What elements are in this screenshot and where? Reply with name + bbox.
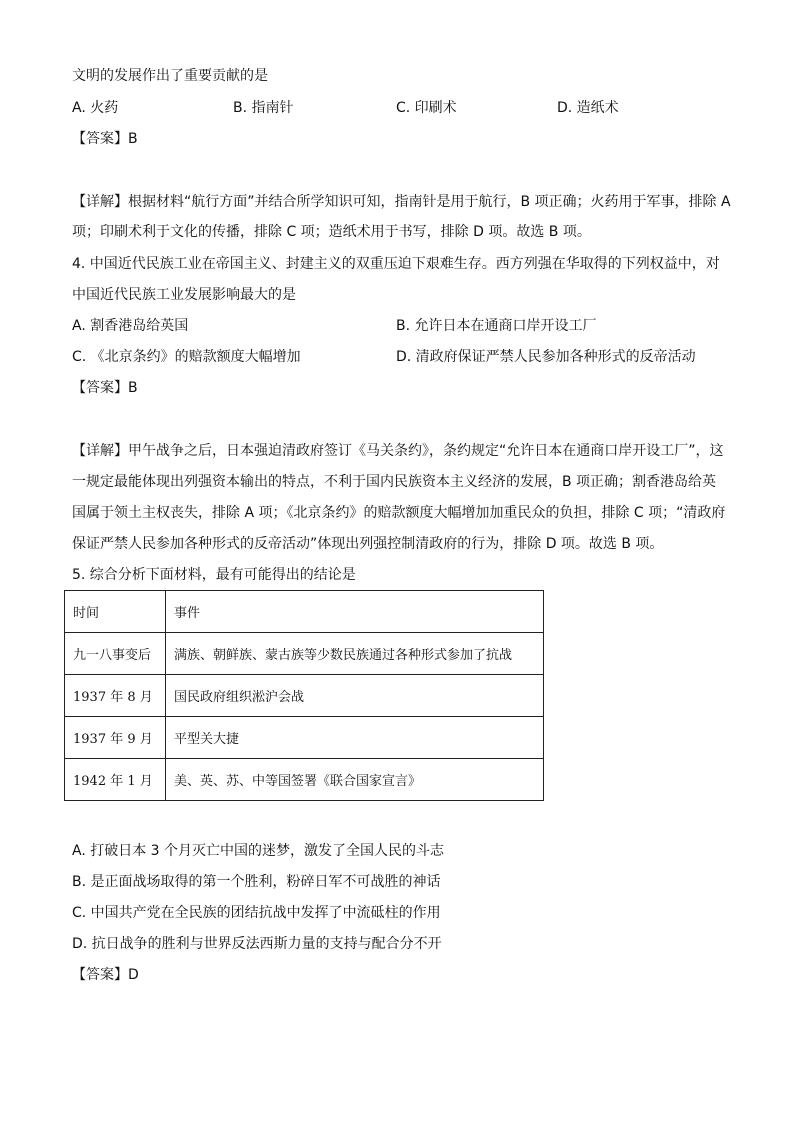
q3-detail-line-2: 项；印刷术利于文化的传播，排除 C 项；造纸术用于书写，排除 D 项。故选 B 项。 bbox=[72, 224, 591, 240]
table-row bbox=[65, 717, 544, 759]
table-row bbox=[65, 675, 544, 717]
q4-stem-line-2: 中国近代民族工业发展影响最大的是 bbox=[72, 287, 296, 303]
table-cell-time: 1942 年 1 月 bbox=[65, 759, 166, 801]
q4-option-d: D. 清政府保证严禁人民参加各种形式的反帝活动 bbox=[396, 349, 696, 365]
q4-stem-line-1: 4. 中国近代民族工业在帝国主义、封建主义的双重压迫下艰难生存。西方列强在华取得的下列权益中，对 bbox=[72, 256, 720, 272]
table-cell-event: 美、英、苏、中等国签署《联合国家宣言》 bbox=[166, 759, 544, 801]
table-cell-event: 平型关大捷 bbox=[166, 717, 544, 759]
q4-detail-line-1: 【详解】甲午战争之后，日本强迫清政府签订《马关条约》，条约规定“允许日本在通商口岸开设工厂”，这 bbox=[72, 443, 724, 459]
table-cell-time: 九一八事变后 bbox=[65, 633, 166, 675]
table-header-time: 时间 bbox=[65, 591, 166, 633]
q4-option-c: C. 《北京条约》的赔款额度大幅增加 bbox=[72, 349, 301, 365]
table-cell-time: 1937 年 8 月 bbox=[65, 675, 166, 717]
table-header-event: 事件 bbox=[166, 591, 544, 633]
q3-stem-tail: 文明的发展作出了重要贡献的是 bbox=[72, 68, 268, 84]
q4-option-b: B. 允许日本在通商口岸开设工厂 bbox=[396, 318, 597, 334]
q4-detail-line-3: 国属于领土主权丧失，排除 A 项；《北京条约》的赔款额度大幅增加加重民众的负担，排除 C 项；“清政府 bbox=[72, 505, 726, 521]
q4-detail-line-4: 保证严禁人民参加各种形式的反帝活动”体现出列强控制清政府的行为，排除 D 项。故选 B 项。 bbox=[72, 536, 664, 552]
table-row bbox=[65, 633, 544, 675]
table-cell-event: 满族、朝鲜族、蒙古族等少数民族通过各种形式参加了抗战 bbox=[166, 633, 544, 675]
q3-option-b: B. 指南针 bbox=[233, 100, 294, 116]
q5-option-b: B. 是正面战场取得的第一个胜利，粉碎日军不可战胜的神话 bbox=[72, 874, 441, 890]
table-row bbox=[65, 759, 544, 801]
table-cell-time: 1937 年 9 月 bbox=[65, 717, 166, 759]
q4-option-a: A. 割香港岛给英国 bbox=[72, 318, 189, 334]
q4-detail-line-2: 一规定最能体现出列强资本输出的特点，不利于国内民族资本主义经济的发展，B 项正确；割香港岛给英 bbox=[72, 474, 717, 490]
q3-option-d: D. 造纸术 bbox=[557, 100, 619, 116]
q5-answer: 【答案】D bbox=[72, 967, 139, 983]
q5-option-a: A. 打破日本 3 个月灭亡中国的迷梦，激发了全国人民的斗志 bbox=[72, 843, 445, 859]
q5-option-c: C. 中国共产党在全民族的团结抗战中发挥了中流砥柱的作用 bbox=[72, 905, 441, 921]
q3-option-a: A. 火药 bbox=[72, 100, 119, 116]
table-header-row bbox=[65, 591, 544, 633]
q5-option-d: D. 抗日战争的胜利与世界反法西斯力量的支持与配合分不开 bbox=[72, 936, 442, 952]
q4-answer: 【答案】B bbox=[72, 380, 138, 396]
q3-answer: 【答案】B bbox=[72, 131, 138, 147]
q5-stem: 5. 综合分析下面材料，最有可能得出的结论是 bbox=[72, 567, 356, 583]
events-table bbox=[64, 590, 544, 801]
q3-option-c: C. 印刷术 bbox=[396, 100, 457, 116]
table-cell-event: 国民政府组织淞沪会战 bbox=[166, 675, 544, 717]
q3-detail-line-1: 【详解】根据材料“航行方面”并结合所学知识可知，指南针是用于航行，B 项正确；火药用于军事，排除 A bbox=[72, 194, 731, 210]
